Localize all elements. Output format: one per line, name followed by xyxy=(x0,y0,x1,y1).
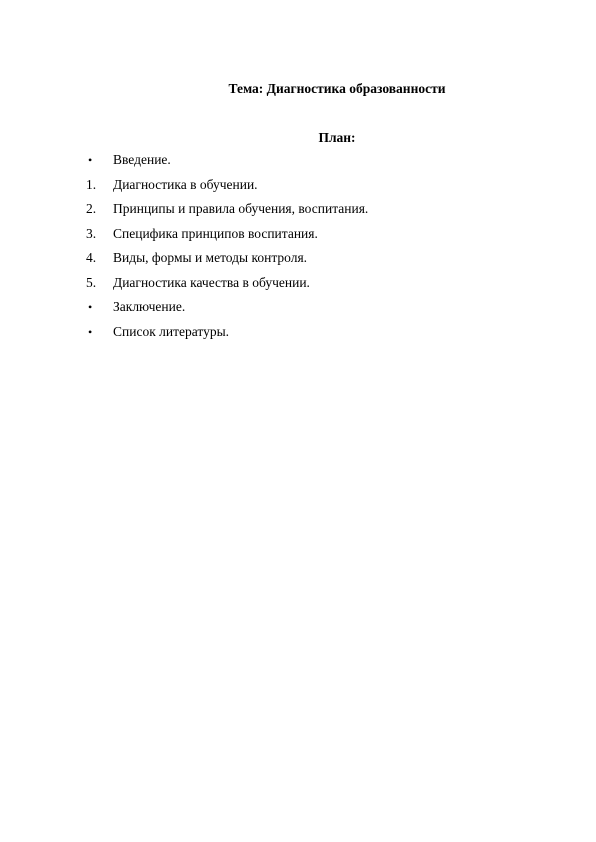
plan-item-text: Заключение. xyxy=(113,299,186,314)
plan-item-text: Диагностика качества в обучении. xyxy=(113,274,310,290)
bullet-icon: • xyxy=(88,300,93,314)
list-number: 1. xyxy=(86,176,97,192)
bullet-icon: • xyxy=(88,324,93,339)
document-title: Тема: Диагностика образованности xyxy=(228,81,446,96)
plan-heading: План: xyxy=(318,130,356,145)
plan-item-text: Принципы и правила обучения, воспитания. xyxy=(113,201,369,216)
plan-item-text: Введение. xyxy=(113,152,171,167)
plan-item-text: Специфика принципов воспитания. xyxy=(113,225,318,241)
plan-item-text: Диагностика в обучении. xyxy=(113,176,258,192)
list-number: 3. xyxy=(86,225,97,241)
list-number: 4. xyxy=(86,250,97,265)
list-number: 5. xyxy=(86,274,97,290)
list-number: 2. xyxy=(86,201,97,216)
bullet-icon: • xyxy=(88,153,93,167)
plan-item-text: Список литературы. xyxy=(113,323,230,339)
plan-item-text: Виды, формы и методы контроля. xyxy=(113,250,308,265)
